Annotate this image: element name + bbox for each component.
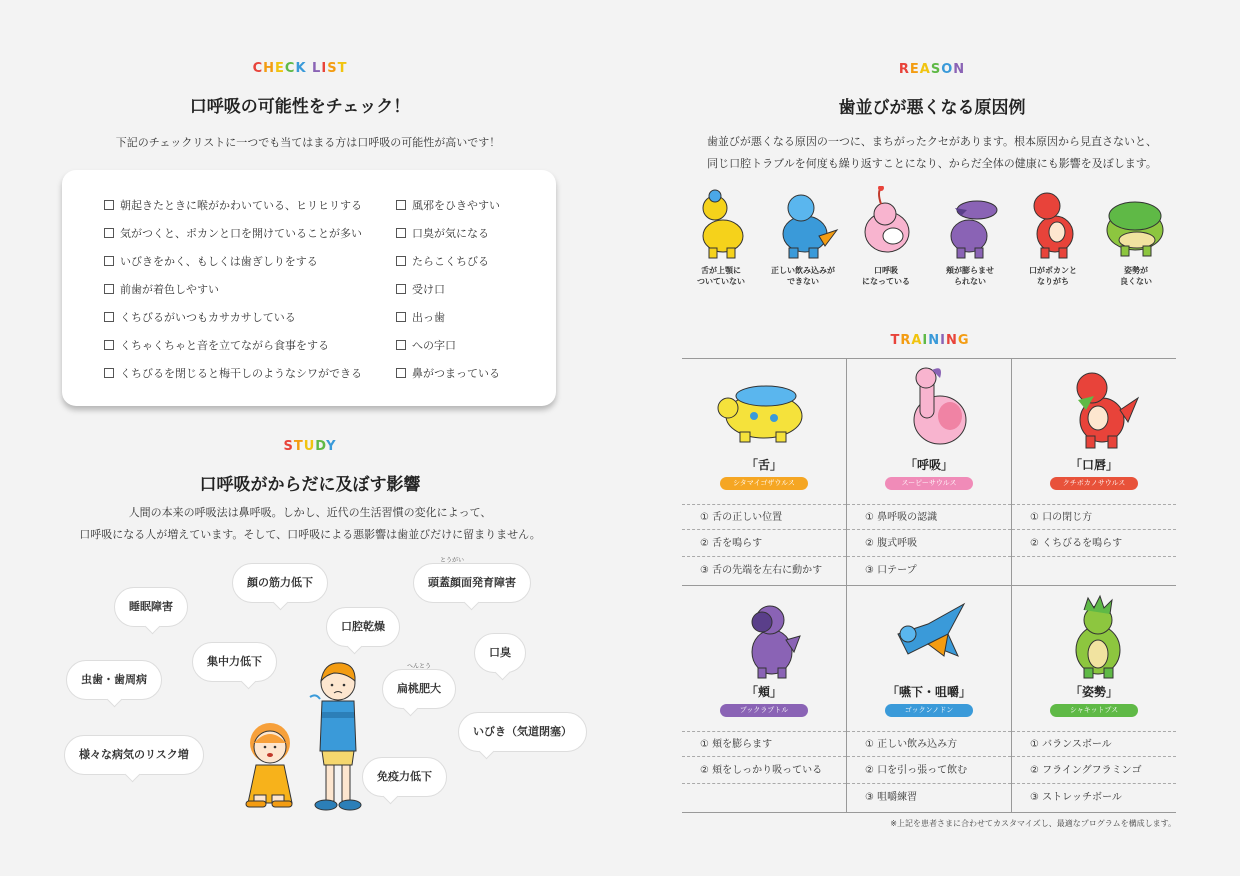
- checkbox[interactable]: [396, 228, 406, 238]
- checkbox[interactable]: [104, 200, 114, 210]
- dino-shakitto: [1076, 596, 1120, 678]
- training-dino-illustrations: [682, 360, 1176, 810]
- checkbox[interactable]: [104, 340, 114, 350]
- checklist-item[interactable]: [396, 192, 546, 220]
- heading-letter: R: [900, 333, 912, 348]
- heading-letter: L: [312, 61, 322, 76]
- study-intro-line1: 人間の本来の呼吸法は鼻呼吸。しかし、近代の生活習慣の変化によって、: [128, 506, 492, 519]
- dino-name-badge: スーピーサウルス: [885, 477, 973, 490]
- checklist-item-label: くちびるを閉じると梅干しのようなシワができる: [120, 367, 362, 380]
- heading-letter: N: [945, 333, 958, 348]
- checklist-card: [62, 170, 556, 406]
- checklist-item[interactable]: [104, 220, 384, 248]
- training-name: 「舌」: [745, 458, 782, 472]
- bubble-tonsil-text: 扁桃肥大: [397, 682, 441, 695]
- reason-characters: [685, 186, 1175, 264]
- reason-caption-line: られない: [954, 277, 986, 286]
- checklist-item-label: 朝起きたときに喉がかわいている、ヒリヒリする: [120, 199, 362, 212]
- heading-letter: S: [930, 62, 942, 77]
- checklist-item-label: 口臭が気になる: [412, 227, 489, 240]
- heading-letter: O: [941, 62, 954, 77]
- bubble-face: 顔の筋力低下: [232, 563, 328, 603]
- bubble-tonsil: [382, 663, 456, 709]
- checkbox[interactable]: [396, 256, 406, 266]
- heading-letter: A: [919, 62, 931, 77]
- char-red-dino: [1034, 193, 1073, 258]
- training-item: ① 口の閉じ方: [1012, 504, 1176, 530]
- reason-caption-line: 姿勢が: [1124, 266, 1148, 275]
- dino-name-badge: ゴックンノドン: [885, 704, 973, 717]
- reason-caption-line: 良くない: [1120, 277, 1152, 286]
- heading-letter: E: [275, 61, 285, 76]
- reason-caption-line: なりがち: [1037, 277, 1069, 286]
- reason-caption-line: ついていない: [697, 277, 745, 286]
- char-yellow-dino: [703, 190, 743, 258]
- training-name: 「嚥下・咀嚼」: [886, 685, 971, 699]
- reason-intro-line2: 同じ口腔トラブルを何度も繰り返すことになり、からだ全体の健康にも影響を及ぼします。: [707, 157, 1157, 170]
- heading-letter: I: [922, 333, 929, 348]
- training-item: ① 舌の正しい位置: [682, 504, 846, 530]
- heading-letter: N: [928, 333, 941, 348]
- checklist-item[interactable]: [396, 332, 546, 360]
- checklist-item-label: 出っ歯: [412, 311, 445, 324]
- checklist-item[interactable]: [396, 304, 546, 332]
- checkbox[interactable]: [396, 312, 406, 322]
- dino-bukkura: [752, 606, 800, 678]
- training-item: ③ 舌の先端を左右に動かす: [700, 565, 823, 576]
- checkbox[interactable]: [396, 368, 406, 378]
- training-item: ② 腹式呼吸: [847, 531, 1011, 557]
- checklist-right-column: [396, 192, 546, 388]
- heading-letter: Y: [326, 439, 337, 454]
- training-item: ① 鼻呼吸の認識: [847, 504, 1011, 530]
- heading-letter: I: [940, 333, 946, 348]
- bubble-caries: 虫歯・歯周病: [66, 660, 162, 700]
- checkbox[interactable]: [104, 368, 114, 378]
- checklist-item-label: いびきをかく、もしくは歯ぎしりをする: [120, 255, 318, 268]
- children-illustration: [238, 655, 378, 815]
- checklist-intro: 下記のチェックリストに一つでも当てはまる方は口呼吸の可能性が高いです！: [115, 136, 501, 149]
- heading-letter: R: [898, 62, 910, 77]
- checkbox[interactable]: [396, 200, 406, 210]
- checklist-item-label: 鼻がつまっている: [412, 367, 500, 380]
- training-name: 「口唇」: [1069, 458, 1118, 472]
- bubble-sleep: 睡眠障害: [114, 587, 188, 627]
- training-note: ※上記を患者さまに合わせてカスタマイズし、最適なプログラムを構成します。: [890, 819, 1176, 828]
- bubble-immune: 免疫力低下: [362, 757, 447, 797]
- checklist-item[interactable]: [104, 248, 384, 276]
- checklist-item[interactable]: [104, 192, 384, 220]
- dino-name-badge: クチボカノサウルス: [1050, 477, 1138, 490]
- checkbox[interactable]: [104, 284, 114, 294]
- checklist-item[interactable]: [104, 332, 384, 360]
- char-pink-dino: [865, 186, 909, 252]
- heading-letter: T: [337, 61, 348, 76]
- heading-letter: N: [953, 62, 966, 77]
- reason-caption: [1013, 265, 1093, 287]
- training-item: ② フライングフラミンゴ: [1012, 758, 1176, 784]
- reason-caption-line: 口がポカンと: [1029, 266, 1077, 275]
- heading-letter: K: [295, 61, 307, 76]
- heading-letter: I: [321, 61, 328, 76]
- heading-letter: A: [911, 333, 923, 348]
- checklist-item[interactable]: [104, 276, 384, 304]
- bubble-cranio: [413, 557, 531, 603]
- heading-letter: D: [315, 439, 327, 454]
- checkbox[interactable]: [396, 284, 406, 294]
- training-item: ② 口を引っ張って飲む: [847, 758, 1011, 784]
- training-item: ② くちびるを鳴らす: [1012, 531, 1176, 557]
- heading-letter: T: [890, 333, 901, 348]
- reason-intro: [680, 131, 1184, 175]
- reason-caption: [846, 265, 926, 287]
- training-item: ① 正しい飲み込み方: [847, 731, 1011, 757]
- bubble-focus: 集中力低下: [192, 642, 277, 682]
- bubble-snore: いびき（気道閉塞）: [458, 712, 587, 752]
- checklist-item-label: たらこくちびる: [412, 255, 489, 268]
- char-blue-dino: [783, 195, 837, 258]
- heading-letter: G: [957, 333, 970, 348]
- reason-intro-line1: 歯並びが悪くなる原因の一つに、まちがったクセがあります。根本原因から見直さないと、: [706, 135, 1158, 148]
- reason-caption: [1096, 265, 1176, 287]
- cranio-ruby: とうがい: [440, 557, 465, 564]
- heading-letter: U: [303, 439, 316, 454]
- checklist-item-label: 受け口: [412, 283, 445, 296]
- tonsil-ruby: へんとう: [407, 663, 432, 670]
- dino-supii: [914, 368, 966, 444]
- heading-letter: C: [284, 61, 296, 76]
- heading-letter: S: [327, 61, 338, 76]
- heading-letter: T: [293, 439, 304, 454]
- training-label: [830, 333, 1030, 348]
- reason-caption: [763, 265, 843, 287]
- dino-name-badge: シタマイゴザウルス: [720, 477, 808, 490]
- heading-letter: S: [283, 439, 294, 454]
- checkbox[interactable]: [104, 312, 114, 322]
- study-intro: [50, 502, 570, 546]
- checklist-title: 口呼吸の可能性をチェック！: [189, 97, 411, 117]
- study-intro-line2: 口呼吸になる人が増えています。そして、口呼吸による悪影響は歯並びだけに留まりません。: [79, 528, 541, 541]
- checklist-left-column: [104, 192, 384, 388]
- training-name: 「呼吸」: [904, 458, 953, 472]
- checkbox[interactable]: [104, 228, 114, 238]
- reason-caption-line: できない: [787, 277, 819, 286]
- training-name: 「姿勢」: [1069, 685, 1118, 699]
- training-item: ① 頬を膨らます: [682, 731, 846, 757]
- reason-caption: [681, 265, 761, 287]
- bubble-cranio-text: 頭蓋顔面発育障害: [428, 576, 516, 589]
- study-title: 口呼吸がからだに及ぼす影響: [199, 475, 421, 495]
- checklist-item-label: くちゃくちゃと音を立てながら食事をする: [120, 339, 329, 352]
- training-item: ② 頬をしっかり吸っている: [682, 758, 846, 784]
- reason-label: [832, 62, 1032, 77]
- heading-letter: H: [263, 61, 275, 76]
- dino-name-badge: シャキットプス: [1050, 704, 1138, 717]
- checklist-item[interactable]: [104, 360, 384, 388]
- heading-letter: C: [252, 61, 264, 76]
- char-purple-dino: [951, 201, 997, 258]
- checklist-label: [200, 61, 400, 76]
- heading-letter: E: [909, 62, 920, 77]
- checklist-item-label: への字口: [412, 339, 456, 352]
- char-green-dino: [1107, 202, 1163, 256]
- reason-caption-line: になっている: [862, 277, 910, 286]
- checklist-item[interactable]: [396, 360, 546, 388]
- reason-caption-line: 舌が上顎に: [701, 266, 741, 275]
- dino-shitamaigo: [718, 386, 802, 442]
- checklist-item[interactable]: [396, 276, 546, 304]
- reason-caption-line: 頬が膨らませ: [946, 266, 994, 275]
- bubble-disease: 様々な病気のリスク増: [64, 735, 204, 775]
- checkbox[interactable]: [104, 256, 114, 266]
- checklist-item-label: くちびるがいつもカサカサしている: [120, 311, 296, 324]
- bubble-dry: 口腔乾燥: [326, 607, 400, 647]
- reason-caption: [930, 265, 1010, 287]
- reason-caption-line: 正しい飲み込みが: [771, 266, 835, 275]
- girl-figure: [246, 723, 292, 807]
- study-label: [210, 439, 410, 454]
- training-item: ② 舌を鳴らす: [682, 531, 846, 557]
- checkbox[interactable]: [396, 340, 406, 350]
- training-item: ① バランスボール: [1012, 731, 1176, 757]
- checklist-item-label: 気がつくと、ポカンと口を開けていることが多い: [120, 227, 362, 240]
- training-item: ③ 口テープ: [865, 565, 917, 576]
- reason-caption-line: 口呼吸: [874, 266, 898, 275]
- checklist-item[interactable]: [396, 248, 546, 276]
- checklist-item-label: 風邪をひきやすい: [412, 199, 500, 212]
- checklist-item-label: 前歯が着色しやすい: [120, 283, 219, 296]
- dino-gokkun: [898, 604, 964, 656]
- checklist-item[interactable]: [104, 304, 384, 332]
- bubble-breath: 口臭: [474, 633, 526, 673]
- dino-kuchiboka: [1077, 373, 1138, 448]
- grid-bottom-line: [682, 812, 1176, 813]
- boy-figure: [310, 663, 361, 810]
- dino-name-badge: ブックラプトル: [720, 704, 808, 717]
- training-item: ③ 咀嚼練習: [865, 792, 918, 803]
- checklist-item[interactable]: [396, 220, 546, 248]
- training-name: 「頬」: [745, 685, 782, 699]
- reason-title: 歯並びが悪くなる原因例: [838, 98, 1026, 118]
- training-item: ③ ストレッチボール: [1030, 792, 1122, 803]
